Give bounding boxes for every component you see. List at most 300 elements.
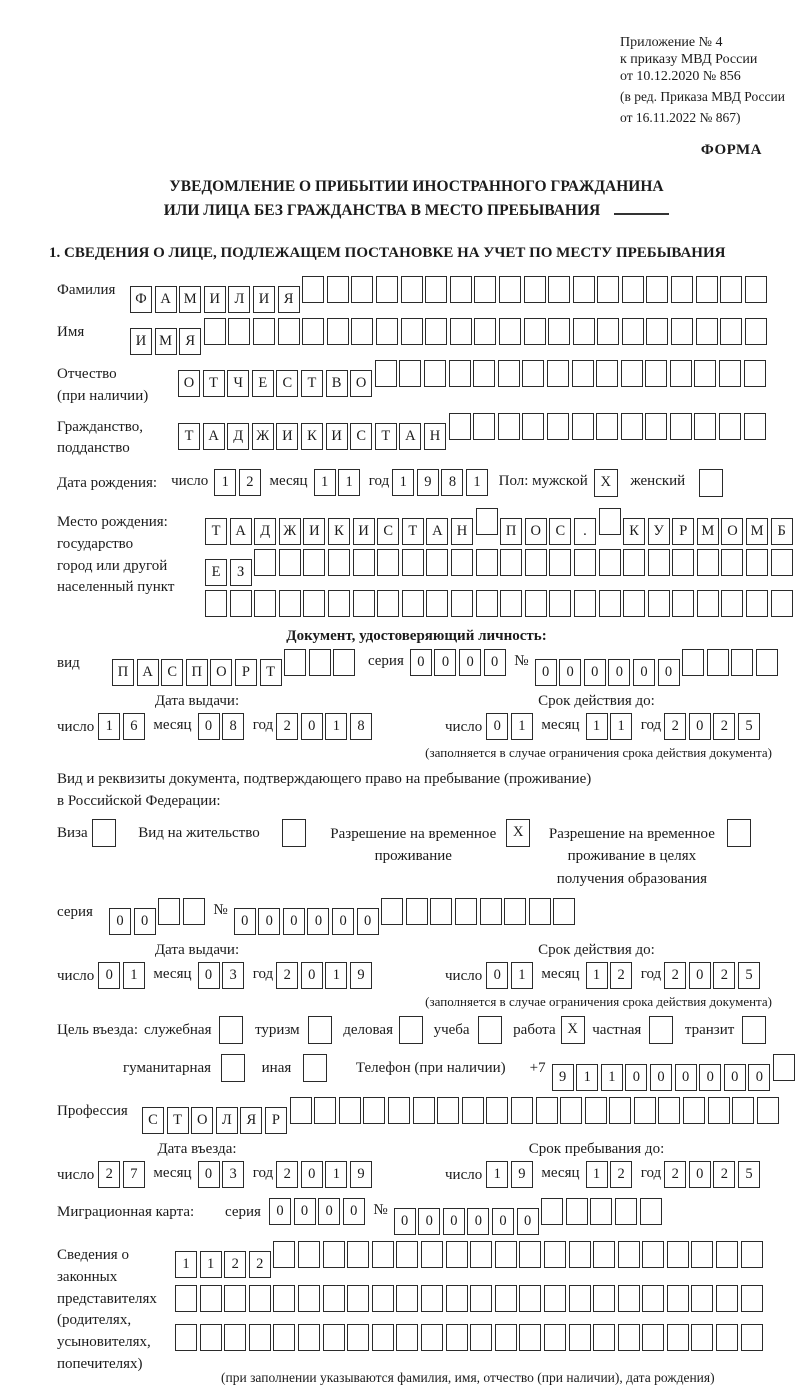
form-cell — [406, 898, 428, 925]
form-cell — [727, 819, 751, 847]
valid-until-row — [417, 713, 776, 740]
form-cell: А — [137, 659, 159, 686]
form-cell — [667, 1324, 689, 1351]
profession-row — [57, 1097, 776, 1134]
profession-label: Профессия — [57, 1103, 128, 1120]
form-cell — [621, 413, 643, 440]
form-cell: 2 — [239, 469, 261, 496]
form-cell: 2 — [664, 1161, 686, 1188]
form-cell — [449, 413, 471, 440]
purpose-official-checkbox — [219, 1016, 246, 1049]
form-cell: 0 — [109, 908, 131, 935]
form-cell: А — [399, 423, 421, 450]
form-cell — [230, 590, 252, 617]
form-cell — [593, 1241, 615, 1268]
form-cell — [683, 1097, 705, 1124]
form-cell — [569, 1241, 591, 1268]
permit-issue-year-cells — [276, 962, 374, 989]
form-cell: 1 — [175, 1251, 197, 1278]
permit-number-label: № — [213, 902, 228, 919]
form-cell — [175, 1285, 197, 1312]
migration-number-label: № — [373, 1202, 388, 1219]
form-cell — [495, 1285, 517, 1312]
stay-until-heading: Срок пребывания до: — [528, 1141, 665, 1158]
form-cell — [347, 1324, 369, 1351]
form-cell — [623, 549, 645, 576]
requisite-line: от 16.11.2022 № 867) — [620, 109, 741, 125]
form-cell: 1 — [586, 1161, 608, 1188]
form-cell — [599, 549, 621, 576]
form-cell: 0 — [134, 908, 156, 935]
form-cell — [298, 1324, 320, 1351]
form-cell — [648, 549, 670, 576]
migration-series-label: серия — [225, 1204, 261, 1221]
form-cell — [426, 590, 448, 617]
form-cell — [596, 413, 618, 440]
form-cell: 5 — [738, 962, 760, 989]
form-cell — [377, 590, 399, 617]
form-cell — [622, 318, 644, 345]
form-cell: Р — [265, 1107, 287, 1134]
day-label: число — [57, 968, 95, 985]
form-cell: Б — [771, 518, 793, 545]
month-label: месяц — [269, 473, 308, 490]
form-cell — [323, 1285, 345, 1312]
form-cell: 1 — [325, 1161, 347, 1188]
form-cell: С — [142, 1107, 164, 1134]
form-cell — [430, 898, 452, 925]
residence-permit-label: Вид на жительство — [138, 824, 260, 841]
purpose-work-checkbox — [561, 1016, 588, 1044]
form-cell — [308, 1016, 332, 1044]
valid-until-heading: Срок действия до: — [538, 693, 655, 710]
form-cell — [522, 413, 544, 440]
form-cell: 0 — [434, 649, 456, 676]
form-cell — [353, 549, 375, 576]
month-label: месяц — [541, 1165, 580, 1182]
day-label: число — [445, 968, 483, 985]
form-cell — [323, 1324, 345, 1351]
form-cell — [426, 549, 448, 576]
form-cell: 1 — [214, 469, 236, 496]
form-cell — [697, 590, 719, 617]
day-label: число — [57, 719, 95, 736]
form-cell: 1 — [325, 962, 347, 989]
form-cell: Т — [260, 659, 282, 686]
form-cell — [473, 413, 495, 440]
doc-number-cells — [535, 649, 781, 686]
form-cell: 8 — [350, 713, 372, 740]
phone-label: Телефон (при наличии) — [355, 1060, 506, 1077]
form-cell — [421, 1324, 443, 1351]
form-cell — [339, 1097, 361, 1124]
form-cell — [646, 276, 668, 303]
form-cell: Н — [451, 518, 473, 545]
form-cell — [574, 590, 596, 617]
form-cell: Е — [205, 559, 227, 586]
permit-issue-row — [57, 962, 417, 989]
form-cell: 0 — [658, 659, 680, 686]
form-cell — [327, 276, 349, 303]
issue-day-cells — [98, 713, 147, 740]
forma-label: ФОРМА — [700, 142, 762, 159]
form-cell: 1 — [314, 469, 336, 496]
form-cell — [645, 413, 667, 440]
form-cell: 9 — [350, 962, 372, 989]
section-1-heading: 1. СВЕДЕНИЯ О ЛИЦЕ, ПОДЛЕЖАЩЕМ ПОСТАНОВКЕ НА УЧЕТ ПО МЕСТУ ПРЕБЫВАНИЯ — [49, 245, 726, 262]
form-cell — [351, 318, 373, 345]
purpose-other-checkbox — [303, 1054, 330, 1087]
form-cell: И — [130, 328, 152, 355]
form-cell: 2 — [224, 1251, 246, 1278]
form-cell: П — [500, 518, 522, 545]
form-cell — [424, 360, 446, 387]
form-cell: 2 — [713, 713, 735, 740]
form-cell: С — [276, 370, 298, 397]
form-cell: К — [328, 518, 350, 545]
form-cell: 0 — [517, 1208, 539, 1235]
form-cell — [670, 413, 692, 440]
visa-label: Виза — [57, 824, 88, 841]
form-cell — [771, 549, 793, 576]
permit-validity-note: (заполняется в случае ограничения срока действия документа) — [425, 994, 772, 1010]
form-cell — [450, 318, 472, 345]
form-cell — [437, 1097, 459, 1124]
form-cell — [642, 1241, 664, 1268]
form-cell — [413, 1097, 435, 1124]
form-cell: И — [353, 518, 375, 545]
validity-note: (заполняется в случае ограничения срока действия документа) — [425, 745, 772, 761]
form-cell — [302, 276, 324, 303]
form-cell: О — [178, 370, 200, 397]
entry-date-heading: Дата въезда: — [157, 1141, 237, 1158]
patronymic-cells — [178, 360, 768, 397]
form-cell — [696, 276, 718, 303]
form-cell: С — [549, 518, 571, 545]
form-cell — [573, 276, 595, 303]
residence-permit-checkbox — [282, 819, 309, 852]
form-cell: К — [301, 423, 323, 450]
form-cell: Т — [301, 370, 323, 397]
form-cell: 0 — [198, 713, 220, 740]
form-cell — [640, 1198, 662, 1225]
form-cell — [648, 590, 670, 617]
stay-until-row — [417, 1161, 776, 1188]
form-cell: 0 — [467, 1208, 489, 1235]
form-cell — [573, 318, 595, 345]
migration-series-cells — [269, 1198, 367, 1225]
birth-place-row-3 — [205, 590, 795, 622]
citizenship-label: Гражданство, подданство — [57, 418, 144, 457]
entry-day-cells — [98, 1161, 147, 1188]
form-cell: М — [179, 286, 201, 313]
form-cell — [486, 1097, 508, 1124]
form-cell — [525, 549, 547, 576]
form-cell — [183, 898, 205, 925]
form-cell — [333, 649, 355, 676]
entry-date-row — [57, 1161, 417, 1188]
entry-stay-dates — [57, 1139, 776, 1193]
order-requisites — [620, 34, 800, 126]
form-cell — [621, 360, 643, 387]
form-cell — [253, 318, 275, 345]
form-cell — [696, 318, 718, 345]
form-cell — [298, 1241, 320, 1268]
form-cell — [254, 549, 276, 576]
form-cell — [402, 549, 424, 576]
form-cell — [381, 898, 403, 925]
form-cell — [746, 590, 768, 617]
form-cell — [672, 590, 694, 617]
form-cell — [446, 1324, 468, 1351]
day-label: число — [445, 719, 483, 736]
form-cell: С — [377, 518, 399, 545]
form-cell — [708, 1097, 730, 1124]
form-cell: 0 — [689, 713, 711, 740]
form-cell — [474, 276, 496, 303]
year-label: год — [640, 966, 662, 983]
form-cell: 1 — [98, 713, 120, 740]
form-cell — [421, 1285, 443, 1312]
form-cell: 2 — [276, 962, 298, 989]
permit-series-row — [57, 898, 776, 935]
given-name-label: Имя — [57, 324, 85, 341]
sex-male-label: Пол: мужской — [498, 473, 588, 490]
patronymic-row — [57, 360, 776, 408]
form-cell — [224, 1324, 246, 1351]
day-label: число — [57, 1167, 95, 1184]
sex-female-label: женский — [630, 473, 686, 490]
form-cell: 0 — [294, 1198, 316, 1225]
form-cell: Я — [240, 1107, 262, 1134]
form-cell — [273, 1324, 295, 1351]
form-cell — [498, 360, 520, 387]
form-cell: Д — [254, 518, 276, 545]
form-cell — [249, 1324, 271, 1351]
form-cell: 0 — [357, 908, 379, 935]
year-label: год — [252, 1165, 274, 1182]
form-cell: 0 — [258, 908, 280, 935]
form-cell — [569, 1324, 591, 1351]
form-cell — [694, 413, 716, 440]
form-cell: М — [155, 328, 177, 355]
form-cell: 5 — [738, 1161, 760, 1188]
form-cell — [353, 590, 375, 617]
sex-male-checkbox — [594, 469, 621, 497]
form-cell — [500, 549, 522, 576]
form-cell — [618, 1324, 640, 1351]
form-cell — [200, 1324, 222, 1351]
form-cell — [279, 590, 301, 617]
form-cell: Ж — [252, 423, 274, 450]
form-cell: О — [525, 518, 547, 545]
form-cell: 0 — [332, 908, 354, 935]
stay-year-cells — [664, 1161, 762, 1188]
form-cell: К — [623, 518, 645, 545]
title-line-1: УВЕДОМЛЕНИЕ О ПРИБЫТИИ ИНОСТРАННОГО ГРАЖДАНИНА — [169, 178, 664, 196]
form-cell: 1 — [511, 713, 533, 740]
form-cell — [742, 1016, 766, 1044]
form-cell: 0 — [307, 908, 329, 935]
form-cell — [450, 276, 472, 303]
form-cell — [303, 590, 325, 617]
form-cell: В — [326, 370, 348, 397]
form-cell: 9 — [350, 1161, 372, 1188]
form-cell — [323, 1241, 345, 1268]
form-cell: 0 — [608, 659, 630, 686]
purpose-business-label: деловая — [343, 1022, 393, 1039]
form-cell: 3 — [222, 1161, 244, 1188]
form-cell — [745, 318, 767, 345]
form-cell — [771, 590, 793, 617]
year-label: год — [252, 966, 274, 983]
form-cell — [399, 1016, 423, 1044]
form-cell — [470, 1241, 492, 1268]
sex-female-checkbox — [699, 469, 726, 502]
form-cell — [474, 318, 496, 345]
form-cell — [670, 360, 692, 387]
form-cell — [221, 1054, 245, 1082]
month-label: месяц — [153, 1165, 192, 1182]
form-cell: И — [204, 286, 226, 313]
phone-cells — [552, 1054, 798, 1091]
form-cell — [446, 1241, 468, 1268]
form-cell — [347, 1285, 369, 1312]
form-cell — [671, 318, 693, 345]
form-cell: 0 — [625, 1064, 647, 1091]
form-cell — [731, 649, 753, 676]
form-cell: Р — [235, 659, 257, 686]
form-cell — [593, 1324, 615, 1351]
form-cell — [547, 413, 569, 440]
form-cell: М — [746, 518, 768, 545]
form-cell: Д — [227, 423, 249, 450]
form-cell — [569, 1285, 591, 1312]
form-cell — [744, 360, 766, 387]
valid-day-cells — [486, 713, 535, 740]
form-cell — [273, 1241, 295, 1268]
permit-issue-day-cells — [98, 962, 147, 989]
form-cell: 1 — [511, 962, 533, 989]
form-cell: И — [326, 423, 348, 450]
residence-doc-options — [57, 819, 776, 891]
form-cell — [593, 1285, 615, 1312]
form-cell — [302, 318, 324, 345]
form-cell — [498, 413, 520, 440]
doc-number-label: № — [514, 653, 529, 670]
valid-month-cells — [586, 713, 635, 740]
form-cell — [671, 276, 693, 303]
form-cell — [462, 1097, 484, 1124]
form-cell — [572, 413, 594, 440]
form-cell — [314, 1097, 336, 1124]
form-cell: 0 — [234, 908, 256, 935]
form-cell — [541, 1198, 563, 1225]
form-cell: Т — [205, 518, 227, 545]
form-cell — [642, 1324, 664, 1351]
purpose-tourism-label: туризм — [255, 1022, 300, 1039]
given-name-cells — [130, 318, 769, 355]
form-cell — [544, 1241, 566, 1268]
form-cell — [544, 1324, 566, 1351]
form-cell — [596, 360, 618, 387]
permit-valid-heading: Срок действия до: — [538, 942, 655, 959]
day-label: число — [171, 473, 209, 490]
form-cell — [470, 1285, 492, 1312]
form-cell: 0 — [318, 1198, 340, 1225]
form-cell: X — [506, 819, 530, 847]
permit-dates — [57, 940, 776, 1016]
form-cell: О — [191, 1107, 213, 1134]
form-cell — [372, 1324, 394, 1351]
form-cell — [219, 1016, 243, 1044]
form-cell — [372, 1285, 394, 1312]
legal-reps-label: Сведения о законных представителях (родителях, усыновителях, попечителях) — [57, 1247, 157, 1372]
form-cell — [658, 1097, 680, 1124]
form-cell: . — [574, 518, 596, 545]
form-cell: Е — [252, 370, 274, 397]
form-cell — [721, 549, 743, 576]
form-cell: 0 — [98, 962, 120, 989]
migration-number-cells — [394, 1198, 665, 1235]
visa-checkbox — [92, 819, 119, 852]
edu-residence-checkbox — [727, 819, 754, 852]
permit-valid-month-cells — [586, 962, 635, 989]
legal-reps-rows — [175, 1241, 776, 1386]
form-cell — [745, 276, 767, 303]
form-cell: А — [155, 286, 177, 313]
form-cell — [328, 590, 350, 617]
form-cell — [524, 318, 546, 345]
patronymic-label: Отчество (при наличии) — [57, 366, 149, 404]
form-cell — [504, 898, 526, 925]
form-cell: 1 — [338, 469, 360, 496]
profession-cells — [142, 1097, 781, 1134]
form-cell — [499, 318, 521, 345]
migration-card-label: Миграционная карта: — [57, 1204, 195, 1221]
form-cell — [303, 1054, 327, 1082]
form-cell — [707, 649, 729, 676]
requisite-line: Приложение № 4 — [620, 35, 723, 50]
form-cell — [597, 318, 619, 345]
form-cell — [473, 360, 495, 387]
form-cell: Л — [228, 286, 250, 313]
form-cell — [425, 276, 447, 303]
form-cell: X — [561, 1016, 585, 1044]
form-cell — [649, 1016, 673, 1044]
valid-year-cells — [664, 713, 762, 740]
form-cell: 0 — [301, 1161, 323, 1188]
form-cell: Т — [375, 423, 397, 450]
form-cell: 0 — [198, 962, 220, 989]
form-cell: 9 — [552, 1064, 574, 1091]
form-cell: 1 — [586, 713, 608, 740]
form-cell — [396, 1324, 418, 1351]
surname-row — [57, 276, 776, 313]
form-cell: 1 — [576, 1064, 598, 1091]
year-label: год — [640, 1165, 662, 1182]
form-cell: 1 — [466, 469, 488, 496]
purpose-transit-label: транзит — [684, 1022, 735, 1039]
form-cell — [476, 590, 498, 617]
form-cell: 9 — [417, 469, 439, 496]
purpose-private-checkbox — [649, 1016, 676, 1049]
legal-reps-row-3 — [175, 1324, 765, 1356]
form-cell — [351, 276, 373, 303]
form-cell: 0 — [699, 1064, 721, 1091]
form-cell — [667, 1241, 689, 1268]
purpose-humanitarian-label: гуманитарная — [123, 1060, 212, 1077]
